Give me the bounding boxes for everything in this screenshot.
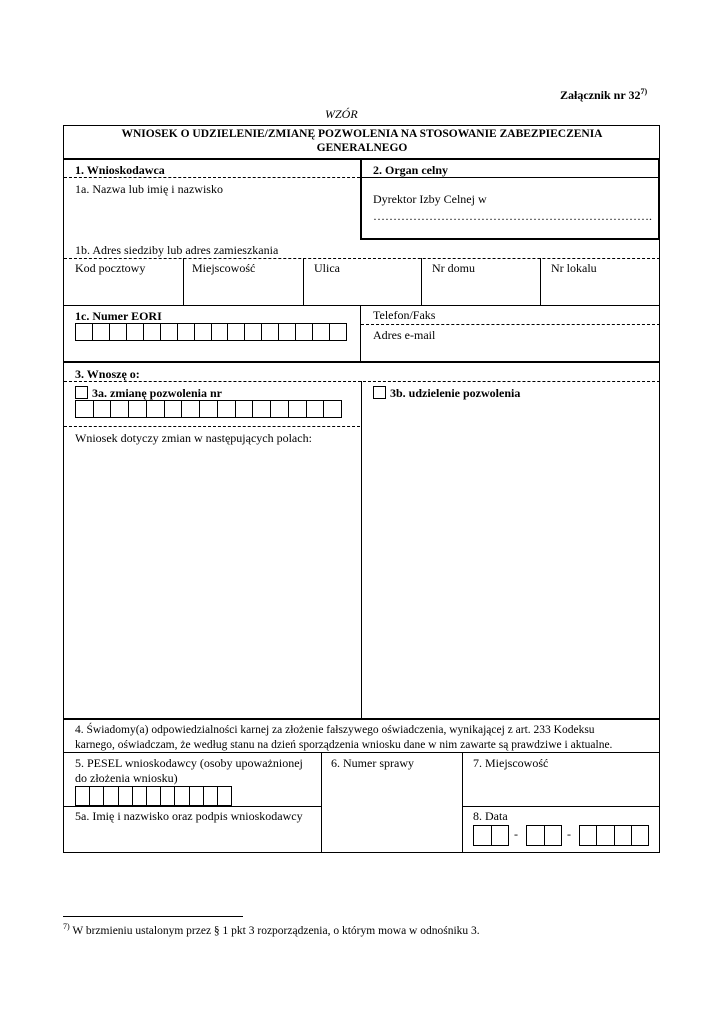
section-1-title: 1. Wnioskodawca	[75, 163, 165, 177]
option-3a[interactable]: 3a. zmianę pozwolenia nr	[75, 386, 222, 401]
date-month-input[interactable]	[526, 825, 562, 846]
name-label: 1a. Nazwa lub imię i nazwisko	[75, 182, 223, 196]
phone-fax-label: Telefon/Faks	[373, 308, 436, 322]
declaration: 4. Świadomy(a) odpowiedzialności karnej za złożenie fałszywego oświadczenia, wynikającej z art. 233 Kodeksu karnego, oświadczam, że według stanu na dzień sporządzenia wniosku dane w nim zawarte są prawdziwe i aktualne.	[75, 724, 613, 751]
postal-code-label: Kod pocztowy	[75, 261, 146, 275]
divider	[540, 258, 541, 306]
footnote-rule	[63, 916, 243, 917]
section-2-title: 2. Organ celny	[373, 163, 448, 177]
attachment-label: Załącznik nr 32$^{7)}$	[560, 87, 648, 102]
divider	[64, 426, 360, 427]
permit-number-input[interactable]	[75, 400, 342, 418]
divider	[183, 258, 184, 306]
divider	[658, 158, 660, 240]
divider	[63, 305, 660, 306]
address-title: 1b. Adres siedziby lub adres zamieszkania	[75, 243, 279, 257]
street-label: Ulica	[314, 261, 340, 275]
divider	[360, 305, 361, 362]
customs-director-label: Dyrektor Izby Celnej w	[373, 192, 487, 206]
apartment-number-label: Nr lokalu	[551, 261, 597, 275]
divider	[361, 381, 362, 718]
section-3-title: 3. Wnoszę o:	[75, 367, 140, 381]
date-label: 8. Data	[473, 809, 508, 823]
divider	[63, 718, 660, 720]
footnote: $^{7)}$ W brzmieniu ustalonym przez § 1 pkt 3 rozporządzenia, o którym mowa w odnośniku 3.	[63, 922, 480, 937]
divider	[63, 806, 321, 807]
email-label: Adres e-mail	[373, 328, 436, 342]
divider	[321, 752, 322, 853]
city-label: Miejscowość	[192, 261, 256, 275]
option-3b-checkbox[interactable]	[373, 386, 386, 399]
divider	[361, 324, 660, 325]
divider	[64, 177, 360, 178]
date-day-input[interactable]	[473, 825, 509, 846]
divider	[303, 258, 304, 306]
eori-label: 1c. Numer EORI	[75, 309, 162, 323]
pesel-label: 5. PESEL wnioskodawcy (osoby upoważnionej do złożenia wniosku)	[75, 756, 303, 785]
divider	[360, 158, 362, 240]
eori-input[interactable]	[75, 323, 347, 341]
changes-label: Wniosek dotyczy zmian w następujących polach:	[75, 431, 312, 445]
divider	[421, 258, 422, 306]
place-label: 7. Miejscowość	[473, 756, 549, 770]
date-separator: -	[514, 827, 518, 841]
divider	[360, 238, 660, 240]
case-number-label: 6. Numer sprawy	[331, 756, 414, 770]
house-number-label: Nr domu	[432, 261, 475, 275]
divider	[462, 806, 660, 807]
customs-director-dots: …………………………………………………………….	[373, 209, 652, 223]
date-separator: -	[567, 827, 571, 841]
divider	[64, 258, 660, 259]
divider	[64, 381, 660, 382]
wzor-label: WZÓR	[325, 107, 358, 121]
option-3a-checkbox[interactable]	[75, 386, 88, 399]
name-signature-label: 5a. Imię i nazwisko oraz podpis wnioskodawcy	[75, 809, 303, 823]
date-year-input[interactable]	[579, 825, 649, 846]
form-title: WNIOSEK O UDZIELENIE/ZMIANĘ POZWOLENIA NA STOSOWANIE ZABEZPIECZENIA GENERALNEGO	[121, 128, 603, 154]
option-3b[interactable]: 3b. udzielenie pozwolenia	[373, 386, 520, 401]
divider	[63, 361, 660, 363]
divider	[63, 752, 660, 753]
pesel-input[interactable]	[75, 786, 232, 806]
divider	[462, 752, 463, 853]
